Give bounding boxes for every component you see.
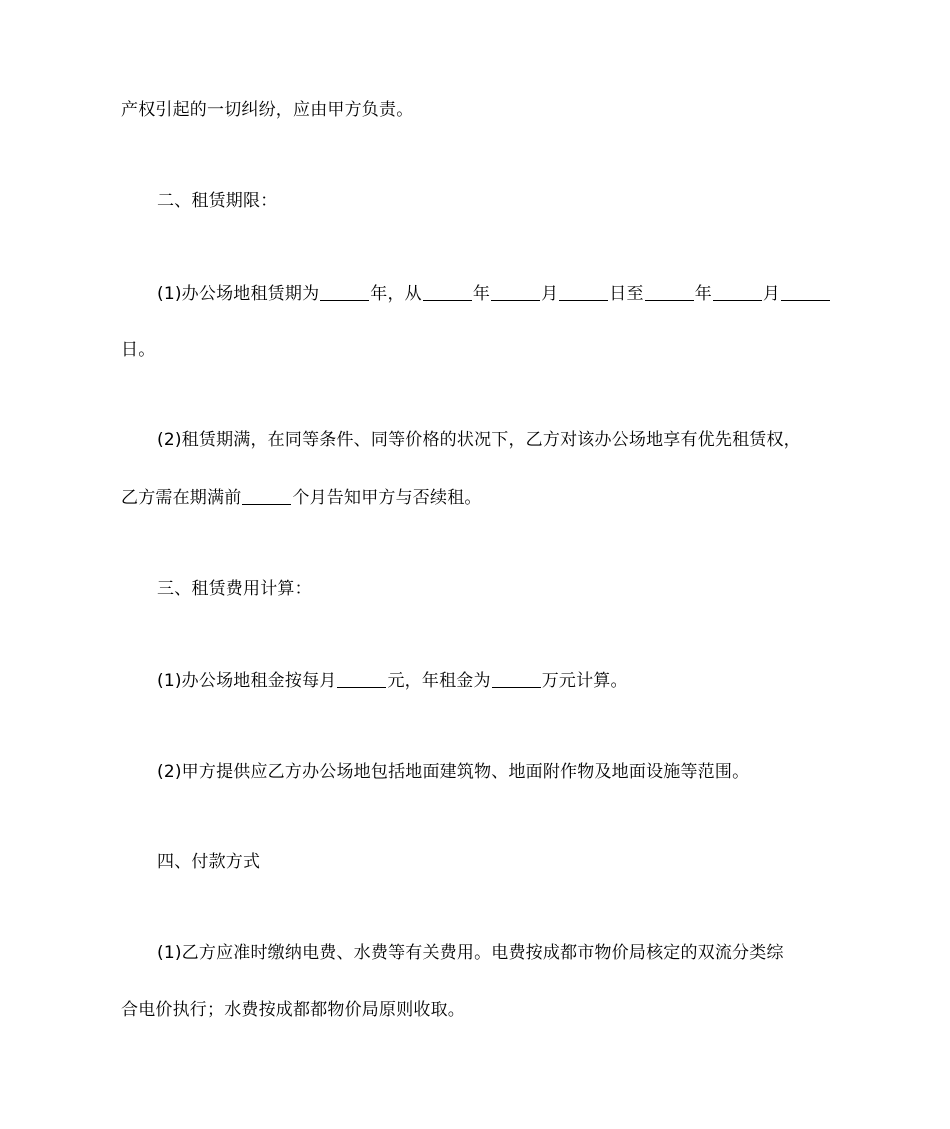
- text-segment: 月: [762, 284, 781, 304]
- text-segment: (1)办公场地租金按每月: [157, 671, 337, 691]
- text-segment: 元，年租金为: [387, 671, 491, 691]
- paragraph-line: [157, 760, 749, 784]
- fill-in-blank: [781, 283, 830, 301]
- paragraph-line: [121, 486, 482, 510]
- text-segment: (1)乙方应准时缴纳电费、水费等有关费用。电费按成都市物价局核定的双流分类综: [157, 943, 784, 963]
- text-segment: 合电价执行；水费按成都都物价局原则收取。: [121, 1000, 465, 1020]
- fill-in-blank: [423, 283, 472, 301]
- fill-in-blank: [242, 487, 291, 505]
- fill-in-blank: [645, 283, 694, 301]
- paragraph-line: [121, 998, 465, 1022]
- paragraph-line: [121, 338, 155, 362]
- paragraph-line: [157, 428, 801, 452]
- section-heading-rent-calculation: [157, 577, 312, 601]
- text-segment: 日至: [609, 284, 644, 304]
- section-heading-lease-term: [157, 189, 277, 213]
- text-segment: 万元计算。: [541, 671, 628, 691]
- text-segment: 年: [472, 284, 491, 304]
- text-segment: 年: [694, 284, 712, 304]
- text-segment: 日。: [121, 340, 156, 360]
- text-segment: 乙方需在期满前: [121, 488, 242, 508]
- fill-in-blank: [320, 283, 369, 301]
- fill-in-blank: [337, 670, 386, 688]
- section-heading-payment-method: [157, 850, 260, 874]
- text-segment: (2)甲方提供应乙方办公场地包括地面建筑物、地面附作物及地面设施等范围。: [157, 762, 750, 782]
- text-segment: 三、租赁费用计算：: [157, 579, 312, 599]
- fill-in-blank: [491, 283, 540, 301]
- fill-in-blank: [713, 283, 762, 301]
- text-segment: 产权引起的一切纠纷，应由甲方负责。: [121, 100, 414, 120]
- text-segment: 年，从: [370, 284, 422, 304]
- text-segment: (1)办公场地租赁期为: [157, 284, 320, 304]
- text-segment: 四、付款方式: [157, 852, 261, 872]
- fill-in-blank: [492, 670, 541, 688]
- text-segment: 二、租赁期限：: [157, 191, 278, 211]
- paragraph-line: [157, 941, 784, 965]
- paragraph-line: [157, 669, 628, 693]
- paragraph-line: [157, 282, 831, 306]
- text-segment: (2)租赁期满，在同等条件、同等价格的状况下，乙方对该办公场地享有优先租赁权，: [157, 430, 801, 450]
- paragraph-line: [121, 98, 413, 122]
- fill-in-blank: [559, 283, 608, 301]
- text-segment: 月: [541, 284, 559, 304]
- text-segment: 个月告知甲方与否续租。: [292, 488, 482, 508]
